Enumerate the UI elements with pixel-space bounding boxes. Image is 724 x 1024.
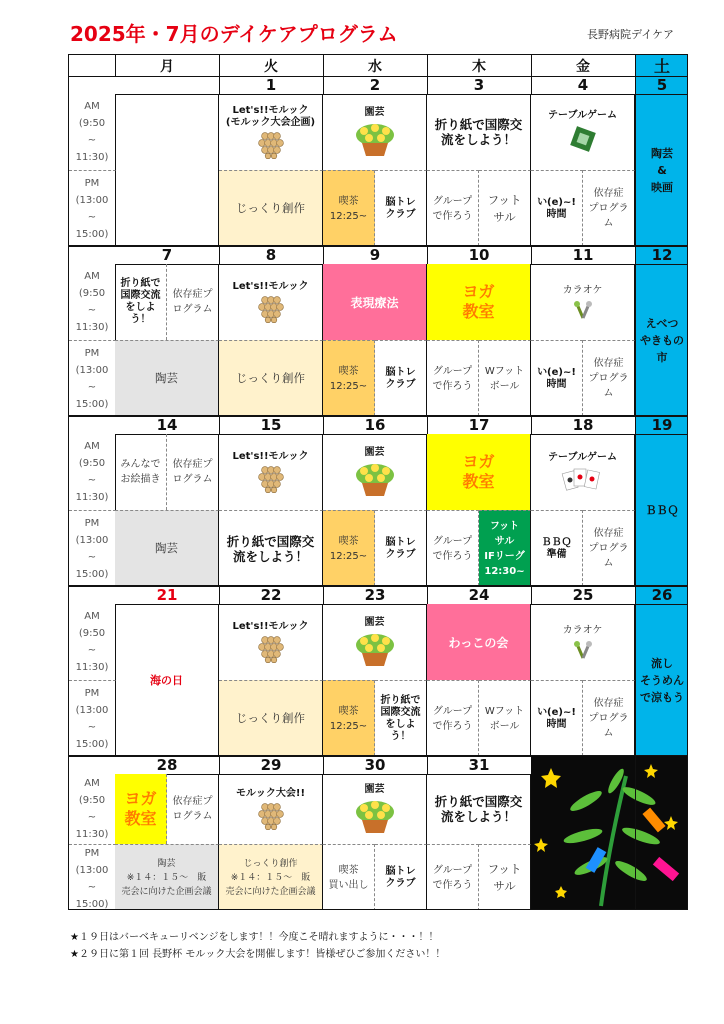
program-cafe: 喫茶 12:25~ xyxy=(323,170,375,246)
program-wakko-meeting: わっこの会 xyxy=(427,604,531,680)
saturday-program: 陶芸 & 映画 xyxy=(651,146,673,194)
program-cafe: 喫茶 12:25~ xyxy=(323,510,375,586)
program-pottery: 陶芸 xyxy=(115,510,219,586)
program-futsal-league: フット サル IFリーグ 12:30~ xyxy=(479,510,531,586)
page-title: 2025年・7月のデイケアプログラム xyxy=(70,22,398,46)
program-gardening: 園芸 xyxy=(323,774,427,844)
program-cafe: 喫茶 12:25~ xyxy=(323,680,375,756)
date-number: 10 xyxy=(427,246,532,265)
program-w-football: Wフット ボール xyxy=(479,340,531,416)
program-karaoke: カラオケ xyxy=(531,604,635,680)
time-pm: PM (13:00 ~ 15:00) xyxy=(69,510,116,587)
date-number-holiday: 21 xyxy=(115,586,220,605)
date-number: 12 xyxy=(635,246,688,265)
microphone-icon xyxy=(572,640,594,662)
program-creative: じっくり創作 xyxy=(219,680,323,756)
date-number: 11 xyxy=(531,246,636,265)
program-group-craft: グループ で作ろう xyxy=(427,680,479,756)
program-addiction: 依存症 プログラ ム xyxy=(583,510,635,586)
holiday-label: 海の日 xyxy=(115,604,219,756)
molkky-pins-icon xyxy=(255,635,287,663)
program-addiction: 依存症プ ログラム xyxy=(167,434,219,510)
date-number: 3 xyxy=(427,76,532,95)
program-bbq-prep: ＢＢＱ 準備 xyxy=(531,510,583,586)
program-addiction: 依存症プ ログラム xyxy=(167,264,219,340)
program-futsal: フット サル xyxy=(479,170,531,246)
header-sat: 土 xyxy=(635,55,688,77)
date-number: 30 xyxy=(323,756,428,775)
date-number: 18 xyxy=(531,416,636,435)
program-origami: 折り紙で国際交 流をしよう！ xyxy=(219,510,323,586)
program-w-football: Wフット ボール xyxy=(479,680,531,756)
date-number: 16 xyxy=(323,416,428,435)
program-origami: 折り紙で国際交 流をしよう！ xyxy=(427,774,531,844)
program-brain-training: 脳トレ クラブ xyxy=(375,510,427,586)
program-gardening: 園芸 xyxy=(323,604,427,680)
date-number: 4 xyxy=(531,76,636,95)
molkky-pins-icon xyxy=(255,465,287,493)
saturday-program: えべつ やきもの 市 xyxy=(640,316,684,364)
flowerpot-icon xyxy=(353,121,397,157)
program-table-game: テーブルゲーム xyxy=(531,434,635,510)
time-pm: PM (13:00 ~ 15:00) xyxy=(69,680,116,757)
date-number: 7 xyxy=(115,246,220,265)
program-addiction: 依存症プ ログラム xyxy=(167,774,219,844)
program-molkky: Let's!!モルック xyxy=(219,604,323,680)
date-number: 2 xyxy=(323,76,428,95)
program-creative: じっくり創作 xyxy=(219,170,323,246)
program-molkky: Let's!!モルック xyxy=(219,264,323,340)
program-expressive-therapy: 表現療法 xyxy=(323,264,427,340)
date-number: 5 xyxy=(635,76,688,95)
program-addiction: 依存症 プログラ ム xyxy=(583,340,635,416)
flowerpot-icon xyxy=(353,631,397,667)
program-futsal: フット サル xyxy=(479,844,531,910)
program-pottery: 陶芸 xyxy=(115,340,219,416)
program-cafe-shopping: 喫茶 買い出し xyxy=(323,844,375,910)
program-brain-training: 脳トレ クラブ xyxy=(375,844,427,910)
time-am: AM (9:50 ~ 11:30) xyxy=(69,604,116,680)
date-number: 25 xyxy=(531,586,636,605)
header-mon: 月 xyxy=(115,55,220,77)
program-e-time: い(e)~! 時間 xyxy=(531,340,583,416)
time-am: AM (9:50 ~ 11:30) xyxy=(69,94,116,170)
date-number: 15 xyxy=(219,416,324,435)
program-creative: じっくり創作 xyxy=(219,340,323,416)
header-tue: 火 xyxy=(219,55,324,77)
note-bbq: ★１９日はバーベキューリベンジをします！！今度こそ晴れますように・・・！！ xyxy=(70,932,439,943)
program-group-craft: グループ で作ろう xyxy=(427,844,479,910)
header-fri: 金 xyxy=(531,55,636,77)
date-number: 17 xyxy=(427,416,532,435)
date-number: 24 xyxy=(427,586,532,605)
program-group-craft: グループ で作ろう xyxy=(427,510,479,586)
program-gardening: 園芸 xyxy=(323,434,427,510)
time-am: AM (9:50 ~ 11:30) xyxy=(69,774,116,844)
flowerpot-icon xyxy=(353,461,397,497)
program-molkky: Let's!!モルック xyxy=(219,434,323,510)
program-brain-training: 脳トレ クラブ xyxy=(375,170,427,246)
molkky-pins-icon xyxy=(255,295,287,323)
date-number: 29 xyxy=(219,756,324,775)
date-number xyxy=(115,76,220,95)
program-addiction: 依存症 プログラ ム xyxy=(583,680,635,756)
program-addiction: 依存症 プログラ ム xyxy=(583,170,635,246)
flowerpot-icon xyxy=(353,798,397,834)
date-number: 22 xyxy=(219,586,324,605)
program-table-game: テーブルゲーム xyxy=(531,94,635,170)
molkky-pins-icon xyxy=(255,131,287,159)
date-number: 14 xyxy=(115,416,220,435)
bamboo-decoration-icon xyxy=(531,756,688,910)
program-group-craft: グループ で作ろう xyxy=(427,340,479,416)
mon-empty xyxy=(115,94,219,246)
schedule-table xyxy=(68,54,688,910)
program-drawing: みんなで お絵描き xyxy=(115,434,167,510)
microphone-icon xyxy=(572,300,594,322)
program-creative: じっくり創作 ※１４：１５～ 販 売会に向けた企画会議 xyxy=(219,844,323,910)
playing-cards-icon xyxy=(560,466,606,492)
program-molkky-tournament: モルック大会!! xyxy=(219,774,323,844)
header-wed: 水 xyxy=(323,55,428,77)
program-origami: 折り紙で 国際交流 をしよ う！ xyxy=(115,264,167,340)
time-pm: PM (13:00 ~ 15:00) xyxy=(69,340,116,417)
date-number: 31 xyxy=(427,756,532,775)
program-pottery: 陶芸 ※１４：１５～ 販 売会に向けた企画会議 xyxy=(115,844,219,910)
program-yoga: ヨガ 教室 xyxy=(115,774,167,844)
time-pm: PM (13:00 ~ 15:00) xyxy=(69,170,116,247)
date-number: 23 xyxy=(323,586,428,605)
program-origami: 折り紙で国際交 流をしよう！ xyxy=(427,94,531,170)
program-yoga: ヨガ 教室 xyxy=(427,434,531,510)
time-am: AM (9:50 ~ 11:30) xyxy=(69,264,116,340)
program-karaoke: カラオケ xyxy=(531,264,635,340)
organization-name: 長野病院デイケア xyxy=(587,28,675,41)
saturday-program: 流し そうめん で涼もう xyxy=(640,656,684,704)
saturday-program: ＢＢＱ xyxy=(645,503,679,517)
date-number: 28 xyxy=(115,756,220,775)
board-game-icon xyxy=(568,124,598,154)
program-cafe: 喫茶 12:25~ xyxy=(323,340,375,416)
tanabata-illustration xyxy=(531,756,688,910)
program-e-time: い(e)~! 時間 xyxy=(531,170,583,246)
date-number: 1 xyxy=(219,76,324,95)
time-pm: PM (13:00 ~ 15:00) xyxy=(69,844,116,910)
program-brain-training: 脳トレ クラブ xyxy=(375,340,427,416)
saturday-divider xyxy=(635,55,636,910)
molkky-pins-icon xyxy=(255,802,287,830)
program-group-craft: グループ で作ろう xyxy=(427,170,479,246)
program-molkky: Let's!!モルック (モルック大会企画) xyxy=(219,94,323,170)
time-am: AM (9:50 ~ 11:30) xyxy=(69,434,116,510)
note-molkky-cup: ★２９日に第１回 長野杯 モルック大会を開催します！皆様ぜひご参加ください！！ xyxy=(70,949,446,960)
date-number: 9 xyxy=(323,246,428,265)
program-e-time: い(e)~! 時間 xyxy=(531,680,583,756)
date-number: 8 xyxy=(219,246,324,265)
program-yoga: ヨガ 教室 xyxy=(427,264,531,340)
header-blank xyxy=(69,55,116,77)
date-number: 26 xyxy=(635,586,688,605)
header-thu: 木 xyxy=(427,55,532,77)
program-gardening: 園芸 xyxy=(323,94,427,170)
date-number: 19 xyxy=(635,416,688,435)
program-origami: 折り紙で 国際交流 をしよ う！ xyxy=(375,680,427,756)
